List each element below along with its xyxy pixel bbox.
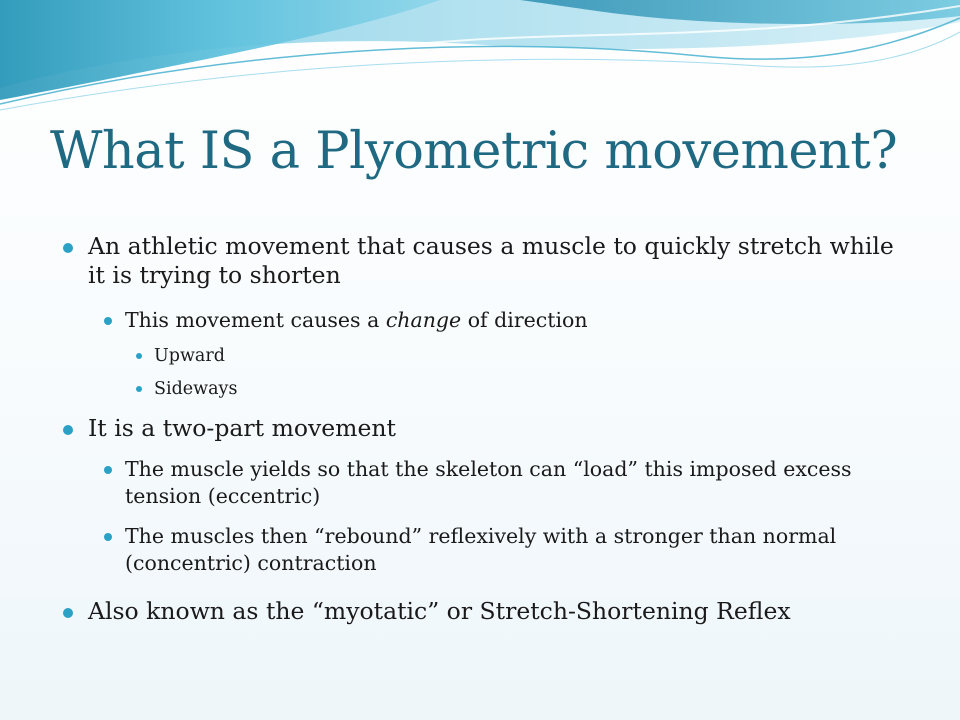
bullet-item-4 xyxy=(154,378,854,400)
bullet-marker xyxy=(63,243,73,253)
bullet-marker xyxy=(136,353,142,359)
bullet-marker xyxy=(104,466,112,474)
bullet-marker xyxy=(104,317,112,325)
bullet-text: The muscle yields so that the skeleton can “load” this imposed excess tension (eccentric) xyxy=(125,457,852,508)
bullet-marker xyxy=(104,533,112,541)
bullet-text xyxy=(125,307,925,334)
bullet-marker xyxy=(136,386,142,392)
header-wave-decoration xyxy=(0,0,960,120)
bullet-item-2 xyxy=(125,307,925,334)
bullet-marker xyxy=(63,608,73,618)
bullet-text: Sideways xyxy=(154,379,238,399)
emphasis-text: change xyxy=(385,308,462,332)
bullet-item-6 xyxy=(125,456,925,510)
bullet-item-8 xyxy=(88,597,908,626)
bullet-item-3 xyxy=(154,345,854,367)
bullet-text: It is a two-part movement xyxy=(88,414,396,442)
bullet-text: An athletic movement that causes a muscle to quickly stretch while it is trying to shorten xyxy=(88,232,894,289)
text-segment: of direction xyxy=(461,308,588,332)
bullet-text: Also known as the “myotatic” or Stretch-Shortening Reflex xyxy=(88,597,791,625)
text-segment: This movement causes a xyxy=(125,308,386,332)
bullet-item-5 xyxy=(88,414,908,443)
bullet-text: The muscles then “rebound” reflexively with a stronger than normal (concentric) contraction xyxy=(125,524,837,575)
bullet-item-1 xyxy=(88,232,908,290)
bullet-item-7 xyxy=(125,523,925,577)
bullet-marker xyxy=(63,425,73,435)
slide-title: What IS a Plyometric movement? xyxy=(50,122,898,181)
bullet-text: Upward xyxy=(154,346,225,366)
